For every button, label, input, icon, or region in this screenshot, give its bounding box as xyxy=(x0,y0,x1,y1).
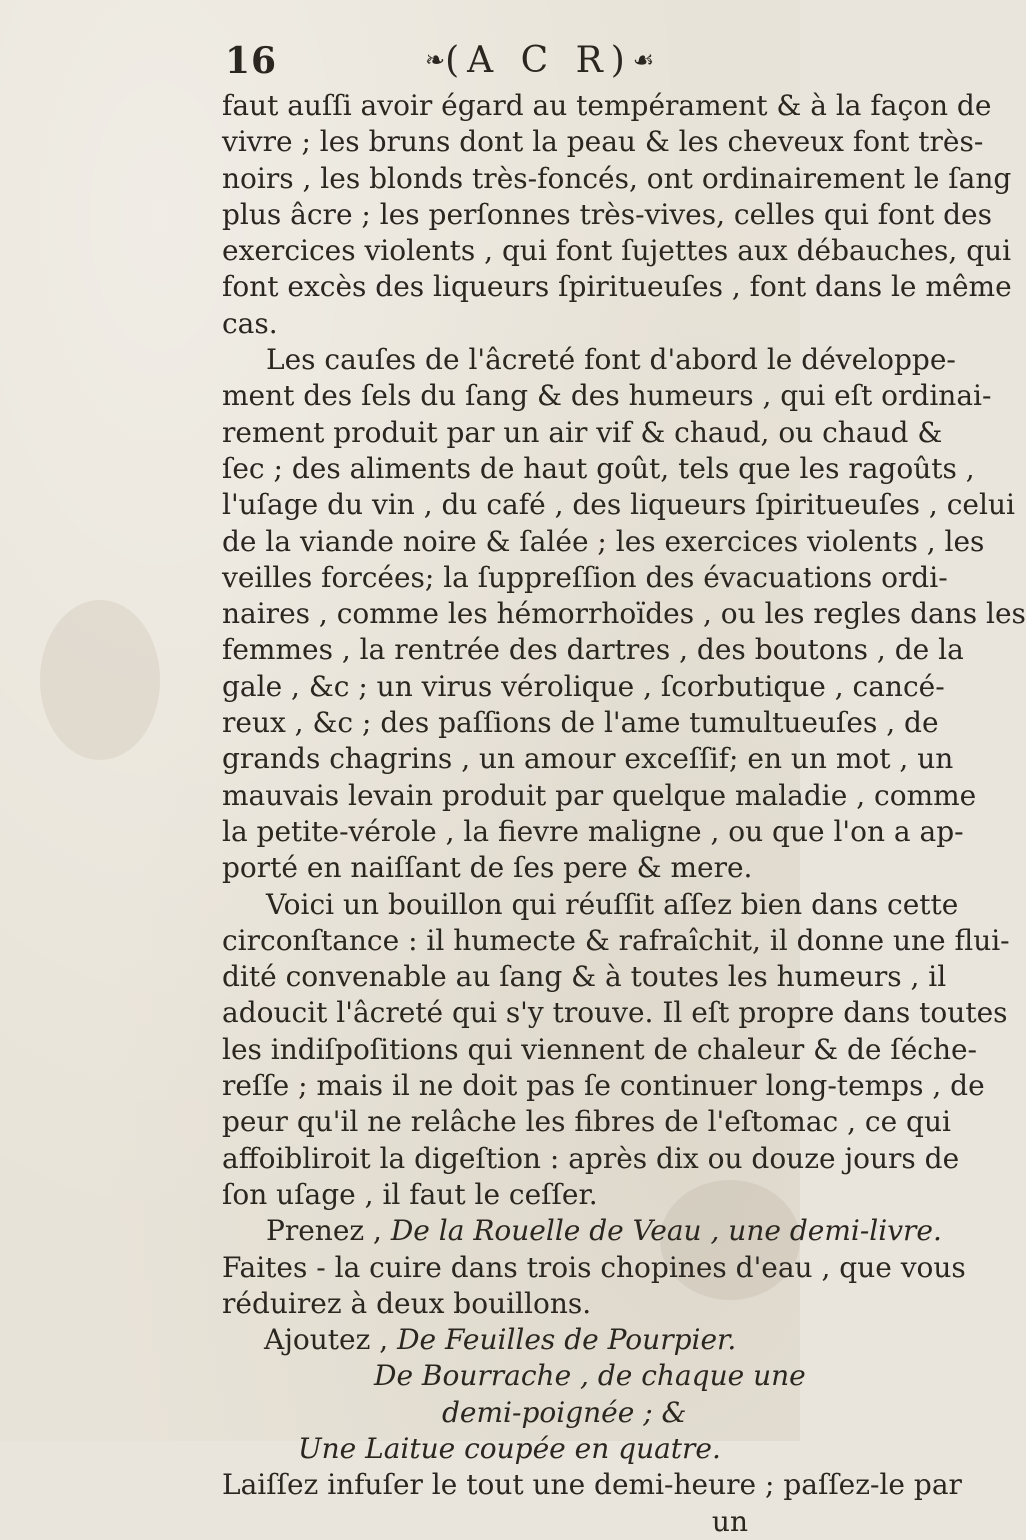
page-number: 16 xyxy=(225,40,278,82)
text-line: exercices violents , qui font ſujettes aux débauches, qui xyxy=(222,234,1012,268)
text-line: mauvais levain produit par quelque maladie , comme xyxy=(222,778,977,812)
text-line: l'uſage du vin , du café , des liqueurs ſpiritueuſes , celui xyxy=(222,488,1015,522)
text-line: ſon uſage , il faut le ceſſer. xyxy=(222,1177,598,1211)
text-line: gale , &c ; un virus vérolique , ſcorbutique , cancé- xyxy=(222,669,945,703)
text-line: peur qu'il ne relâche les fibres de l'eſtomac , ce qui xyxy=(222,1105,951,1139)
text-line: faut auſſi avoir égard au tempérament & à la façon de xyxy=(222,89,992,122)
paragraph-3 xyxy=(222,887,1010,1214)
text-line: Laiſſez infuſer le tout une demi-heure ; paſſez-le par xyxy=(222,1468,962,1502)
catchword: un xyxy=(711,1504,748,1538)
text-line: naires , comme les hémorrhoïdes , ou les regles dans les xyxy=(222,597,1026,631)
page-header xyxy=(225,40,745,84)
recipe-ajoutez-label: Ajoutez , xyxy=(264,1323,398,1357)
recipe-prenez-label: Prenez , xyxy=(266,1214,391,1248)
recipe-line-prenez xyxy=(222,1213,942,1249)
text-line: ment des ſels du ſang & des humeurs , qui eſt ordinai- xyxy=(222,379,992,413)
text-line: Les cauſes de l'âcreté font d'abord le développe- xyxy=(266,343,956,377)
recipe-ingredient-laitue: Une Laitue coupée en quatre. xyxy=(298,1431,721,1465)
text-line: affoibliroit la digeſtion : après dix ou douze jours de xyxy=(222,1141,960,1175)
text-line: femmes , la rentrée des dartres , des boutons , de la xyxy=(222,633,964,667)
text-line: les indiſpoſitions qui viennent de chaleur & de ſéche- xyxy=(222,1032,978,1066)
running-head xyxy=(425,40,654,81)
text-line: rement produit par un air vif & chaud, ou chaud & xyxy=(222,415,943,449)
text-line: noirs , les blonds très-foncés, ont ordinairement le ſang xyxy=(222,161,1012,195)
text-line: de la viande noire & ſalée ; les exercices violents , les xyxy=(222,524,985,558)
text-line: circonſtance : il humecte & rafraîchit, il donne une flui- xyxy=(222,923,1010,957)
text-line: ſec ; des aliments de haut goût, tels que les ragoûts , xyxy=(222,451,975,485)
text-line: Voici un bouillon qui réuſſit aſſez bien dans cette xyxy=(266,887,959,921)
recipe xyxy=(222,1213,966,1503)
recipe-ingredient-bourrache: De Bourrache , de chaque une xyxy=(374,1359,806,1393)
body-text xyxy=(222,88,1026,1540)
text-line: veilles forcées; la ſuppreſſion des évacuations ordi- xyxy=(222,560,948,594)
text-line: reux , &c ; des paſſions de l'ame tumultueuſes , de xyxy=(222,706,939,740)
text-line: dité convenable au ſang & à toutes les humeurs , il xyxy=(222,960,947,994)
text-line: font excès des liqueurs ſpiritueuſes , font dans le même xyxy=(222,270,1012,304)
text-line: adoucit l'âcreté qui s'y trouve. Il eſt propre dans toutes xyxy=(222,996,1008,1030)
text-line: réduirez à deux bouillons. xyxy=(222,1286,592,1320)
paper-stain xyxy=(40,600,160,760)
recipe-quantity: demi-poignée ; & xyxy=(442,1395,687,1429)
recipe-line-ajoutez xyxy=(222,1322,754,1358)
ornament-right: ☙ xyxy=(632,46,655,74)
paragraph-1 xyxy=(222,88,1012,342)
text-line: plus âcre ; les perſonnes très-vives, celles qui font des xyxy=(222,197,992,231)
text-line: reſſe ; mais il ne doit pas ſe continuer long-temps , de xyxy=(222,1069,985,1103)
text-line: vivre ; les bruns dont la peau & les cheveux font très- xyxy=(222,125,984,159)
text-line: la petite-vérole , la fievre maligne , ou que l'on a ap- xyxy=(222,814,964,848)
recipe-ingredient-veau: De la Rouelle de Veau , une demi-livre. xyxy=(390,1214,942,1248)
paragraph-2 xyxy=(222,342,1026,886)
recipe-ingredient-pourpier: De Feuilles de Pourpier. xyxy=(397,1323,737,1357)
text-line: grands chagrins , un amour exceſſif; en un mot , un xyxy=(222,742,954,776)
running-head-text: (A C R) xyxy=(445,40,633,81)
text-line: cas. xyxy=(222,306,278,340)
text-line: Faites - la cuire dans trois chopines d'eau , que vous xyxy=(222,1250,966,1284)
text-line: porté en naiſſant de ſes pere & mere. xyxy=(222,851,753,885)
ornament-left: ❧ xyxy=(425,46,446,74)
